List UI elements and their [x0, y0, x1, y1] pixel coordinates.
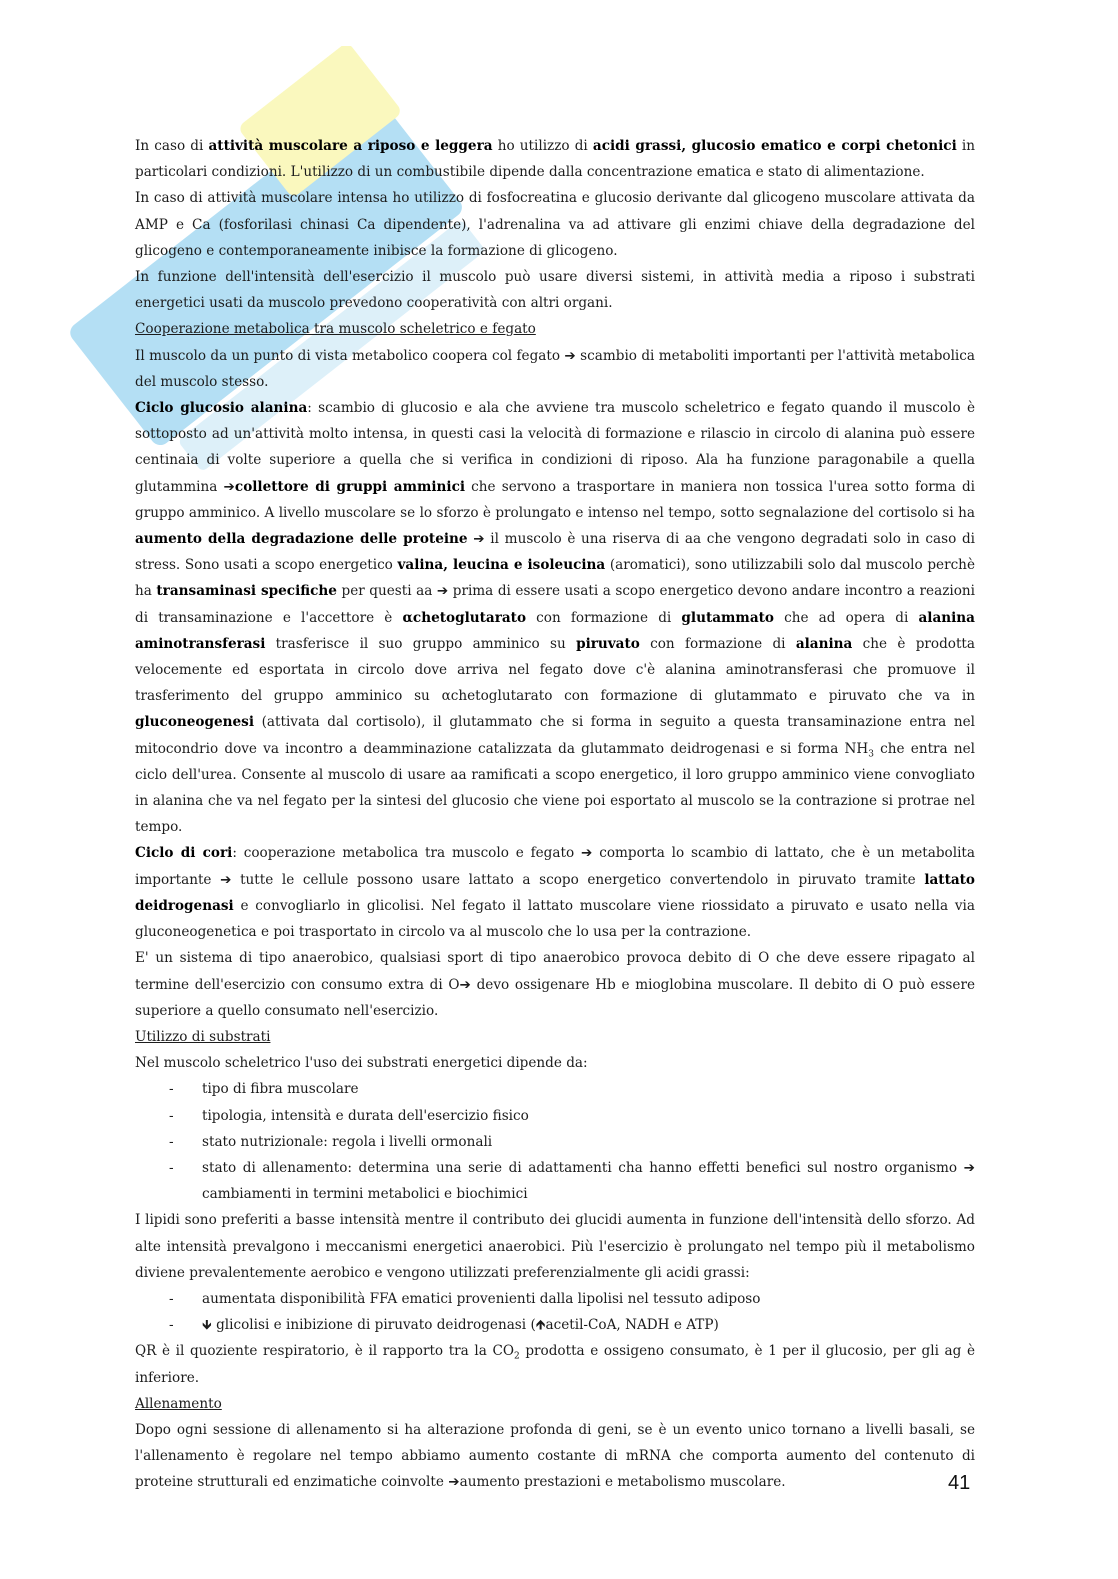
- list-item: - tipologia, intensità e durata dell'esercizio fisico: [135, 1103, 975, 1129]
- body-paragraph: [135, 185, 975, 264]
- body-paragraph: [135, 395, 975, 840]
- text-run: aumentata disponibilità FFA ematici provenienti dalla lipolisi nel tessuto adiposo: [202, 1290, 761, 1307]
- text-run: che è prodotta velocemente ed esportata in circolo dove arriva nel fegato dove c'è alanina aminotransferasi che promuove il trasferimento del gruppo amminico su αchetoglutarato con formazione di glutammato e piruvato che va in: [135, 635, 975, 705]
- text-run: E' un sistema di tipo anaerobico, qualsiasi sport di tipo anaerobico provoca debito di O che deve essere ripagato al termine dell'esercizio con consumo extra di O➔ devo ossigenare Hb e mioglobina muscolare. Il debito di O può essere superiore a quello consumato nell'esercizio.: [135, 950, 975, 1019]
- section-heading-cooperazione: Cooperazione metabolica tra muscolo scheletrico e fegato: [135, 321, 536, 338]
- list-item: - stato di allenamento: determina una serie di adattamenti cha hanno effetti benefici sul nostro organismo ➔ cambiamenti in termini metabolici e biochimici: [135, 1155, 975, 1207]
- text-run: : scambio di glucosio e ala che avviene tra muscolo scheletrico e fegato quando il muscolo è sottoposto ad un'attività molto intensa, in questi casi la velocità di formazione e rilascio in circolo di alanina può essere centinaia di volte superiore a quella che si verifica in condizioni di riposo. Ala ha funzione paragonabile a quella glutammina ➔: [135, 400, 975, 495]
- text-run: In caso di attività muscolare intensa ho utilizzo di fosfocreatina e glucosio derivante dal glicogeno muscolare attivata da AMP e Ca (fosforilasi chinasi Ca dipendente), l'adrenalina va ad attivare gli enzimi chiave della degradazione del glicogeno e contemporaneamente inibisce la formazione di glicogeno.: [135, 190, 975, 259]
- list-item: - tipo di fibra muscolare: [135, 1076, 975, 1102]
- substrati-factor-list: [135, 1076, 975, 1207]
- text-run: che entra nel ciclo dell'urea. Consente al muscolo di usare aa ramificati a scopo energetico, il loro gruppo amminico viene convogliato in alanina che va nel fegato per la sintesi del glucosio che viene poi esportato al muscolo se la contrazione si protrae nel tempo.: [135, 740, 975, 836]
- bold-term: alanina: [795, 635, 853, 652]
- page-number: 41: [948, 1472, 971, 1494]
- allenamento-paragraph: Dopo ogni sessione di allenamento si ha alterazione profonda di geni, se è un evento unico tornano a livelli basali, se l'allenamento è regolare nel tempo abbiamo aumento costante di mRNA che comporta aumento del contenuto di proteine strutturali ed enzimatiche coinvolte ➔aumento prestazioni e metabolismo muscolare.: [135, 1421, 975, 1491]
- intro-paragraphs: [135, 133, 975, 316]
- page-content: [135, 133, 975, 1496]
- text-run: ➔ il muscolo è una riserva di aa che vengono degradati solo in caso di stress. Sono usati a scopo energetico: [135, 531, 975, 574]
- bold-term: αchetoglutarato: [402, 609, 527, 626]
- bold-term: Ciclo glucosio alanina: [135, 400, 308, 417]
- body-paragraph: [135, 945, 975, 1024]
- bold-term: glutammato: [681, 609, 774, 626]
- bold-term: valina, leucina e isoleucina: [397, 557, 606, 574]
- qr-paragraph: [135, 1338, 975, 1390]
- substrati-intro: Nel muscolo scheletrico l'uso dei substrati energetici dipende da:: [135, 1055, 588, 1072]
- text-run: In funzione dell'intensità dell'esercizio il muscolo può usare diversi sistemi, in attività media a riposo i substrati energetici usati da muscolo prevedono cooperatività con altri organi.: [135, 269, 975, 312]
- bold-term: alanina aminotransferasi: [135, 609, 975, 652]
- text-run: 🡻 glicolisi e inibizione di piruvato deidrogenasi (🡹acetil-CoA, NADH e ATP): [202, 1317, 719, 1334]
- text-run: con formazione di: [526, 609, 682, 626]
- text-run: che servono a trasportare in maniera non tossica l'urea sotto forma di gruppo amminico. A livello muscolare se lo sforzo è prolungato e intenso nel tempo, sotto segnalazione del cortisolo si ha: [135, 478, 976, 521]
- section-cooperazione-body: [135, 343, 975, 1024]
- text-run: (aromatici), sono utilizzabili solo dal muscolo perchè ha: [135, 557, 975, 600]
- bold-term: gluconeogenesi: [135, 714, 254, 731]
- bold-term: transaminasi specifiche: [156, 583, 337, 600]
- list-item: - stato nutrizionale: regola i livelli ormonali: [135, 1129, 975, 1155]
- substrati-paragraph: I lipidi sono preferiti a basse intensità mentre il contributo dei glucidi aumenta in funzione dell'intensità dello sforzo. Ad alte intensità prevalgono i meccanismi energetici anaerobici. Più l'esercizio è prolungato nel tempo più il metabolismo diviene prevalentemente aerobico e vengono utilizzati preferenzialmente gli acidi grassi:: [135, 1212, 975, 1281]
- text-run: prodotta e ossigeno consumato, è 1 per il glucosio, per gli ag è inferiore.: [135, 1343, 975, 1386]
- text-run: con formazione di: [639, 635, 796, 652]
- text-run: In caso di: [135, 138, 209, 154]
- text-run: trasferisce il suo gruppo amminico su: [265, 635, 577, 652]
- text-run: QR è il quoziente respiratorio, è il rapporto tra la CO: [135, 1343, 514, 1360]
- bold-term: lattato deidrogenasi: [135, 871, 975, 914]
- text-run: che ad opera di: [773, 609, 919, 626]
- body-paragraph: [135, 840, 975, 945]
- text-run: e convogliarlo in glicolisi. Nel fegato il lattato muscolare viene riossidato a piruvato e usato nella via gluconeogenetica e poi trasportato in circolo va al muscolo che lo usa per la contrazione.: [135, 897, 975, 941]
- section-heading-substrati: Utilizzo di substrati: [135, 1028, 271, 1045]
- bold-term: Ciclo di cori: [135, 845, 233, 862]
- body-paragraph: [135, 133, 975, 185]
- list-item: [135, 1312, 975, 1338]
- text-run: ho utilizzo di: [492, 138, 593, 154]
- bold-term: aumento della degradazione delle proteine: [135, 531, 468, 548]
- text-run: per questi aa ➔ prima di essere usati a scopo energetico devono andare incontro a reazioni di transaminazione e l'accettore è: [135, 583, 976, 626]
- text-run: (attivata dal cortisolo), il glutammato che si forma in seguito a questa transaminazione entra nel mitocondrio dove va incontro a deamminazione catalizzata da glutammato deidrogenasi e si forma NH: [135, 714, 975, 757]
- text-run: in particolari condizioni. L'utilizzo di un combustibile dipende dalla concentrazione ematica e stato di alimentazione.: [135, 138, 975, 181]
- acidi-grassi-list: [135, 1286, 975, 1338]
- section-heading-allenamento: Allenamento: [135, 1395, 222, 1412]
- subscript: 3: [868, 749, 874, 760]
- bold-term: acidi grassi, glucosio ematico e corpi chetonici: [592, 138, 957, 154]
- body-paragraph: [135, 264, 975, 316]
- subscript: 2: [514, 1352, 520, 1363]
- list-item: [135, 1286, 975, 1312]
- text-run: Il muscolo da un punto di vista metabolico coopera col fegato ➔ scambio di metaboliti importanti per l'attività metabolica del muscolo stesso.: [135, 347, 975, 390]
- text-run: : cooperazione metabolica tra muscolo e fegato ➔ comporta lo scambio di lattato, che è un metabolita importante ➔ tutte le cellule possono usare lattato a scopo energetico convertendolo in piruvato tramite: [135, 845, 975, 888]
- bold-term: collettore di gruppi amminici: [234, 478, 466, 495]
- body-paragraph: [135, 343, 975, 395]
- bold-term: attività muscolare a riposo e leggera: [208, 138, 493, 154]
- bold-term: piruvato: [576, 635, 640, 652]
